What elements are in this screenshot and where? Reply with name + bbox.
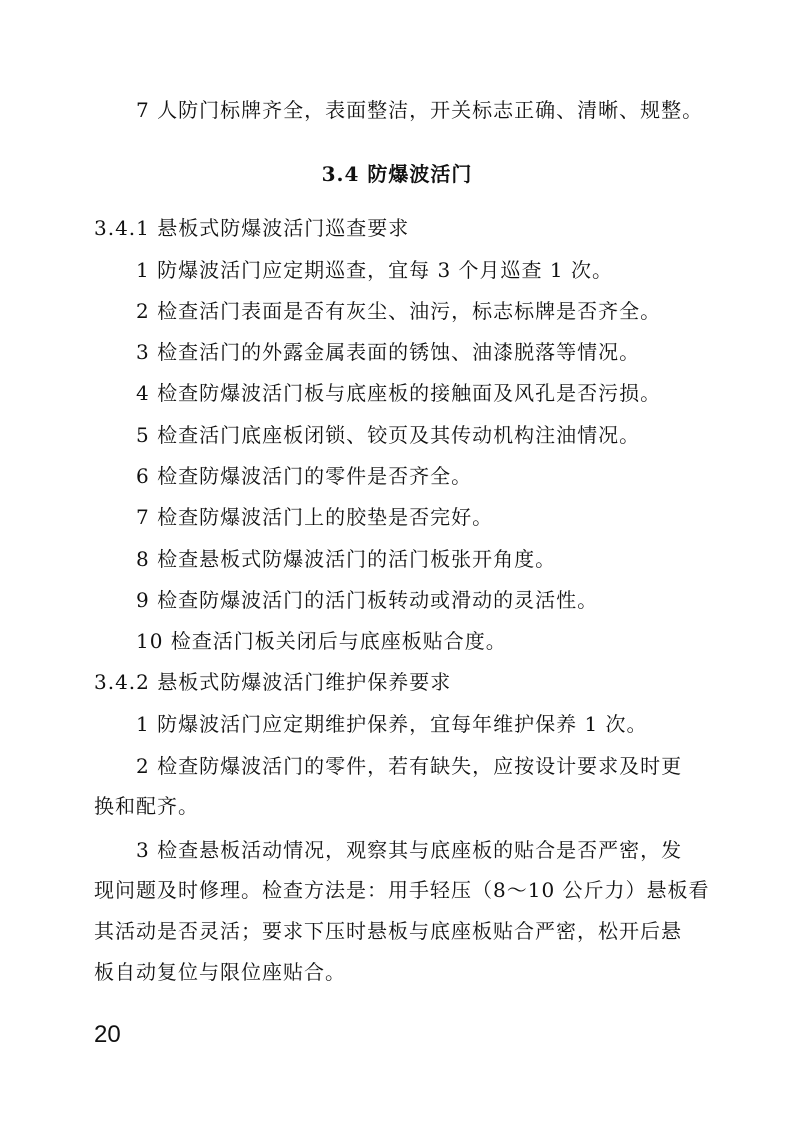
- list-item: 10 检查活门板关闭后与底座板贴合度。: [136, 629, 507, 653]
- list-item: 5 检查活门底座板闭锁、铰页及其传动机构注油情况。: [136, 423, 641, 447]
- list-item: 7 检查防爆波活门上的胶垫是否完好。: [136, 505, 494, 529]
- section-title: 3.4 防爆波活门: [321, 162, 473, 186]
- list-item: 3 检查活门的外露金属表面的锈蚀、油漆脱落等情况。: [136, 340, 641, 364]
- page-number: 20: [94, 1021, 121, 1048]
- list-item: 8 检查悬板式防爆波活门的活门板张开角度。: [136, 547, 557, 571]
- list-item-line: 2 检查防爆波活门的零件，若有缺失，应按设计要求及时更: [136, 754, 683, 778]
- list-item: 6 检查防爆波活门的零件是否齐全。: [136, 464, 473, 488]
- intro-item: 7 人防门标牌齐全，表面整洁，开关标志正确、清晰、规整。: [136, 98, 704, 122]
- list-item-line: 现问题及时修理。检查方法是：用手轻压（8～10 公斤力）悬板看: [94, 878, 710, 902]
- list-item: 2 检查活门表面是否有灰尘、油污，标志标牌是否齐全。: [136, 299, 662, 323]
- list-item-line: 板自动复位与限位座贴合。: [94, 960, 346, 984]
- list-item: 1 防爆波活门应定期维护保养，宜每年维护保养 1 次。: [136, 712, 648, 736]
- list-item: 4 检查防爆波活门板与底座板的接触面及风孔是否污损。: [136, 381, 662, 405]
- list-item-line: 3 检查悬板活动情况，观察其与底座板的贴合是否严密，发: [136, 838, 683, 862]
- subsection-title-3-4-2: 3.4.2 悬板式防爆波活门维护保养要求: [94, 670, 452, 694]
- list-item: 1 防爆波活门应定期巡查，宜每 3 个月巡查 1 次。: [136, 258, 613, 282]
- list-item: 9 检查防爆波活门的活门板转动或滑动的灵活性。: [136, 588, 599, 612]
- list-item-line: 换和配齐。: [94, 794, 199, 818]
- list-item-line: 其活动是否灵活；要求下压时悬板与底座板贴合严密，松开后悬: [94, 919, 682, 943]
- subsection-title-3-4-1: 3.4.1 悬板式防爆波活门巡查要求: [94, 216, 410, 240]
